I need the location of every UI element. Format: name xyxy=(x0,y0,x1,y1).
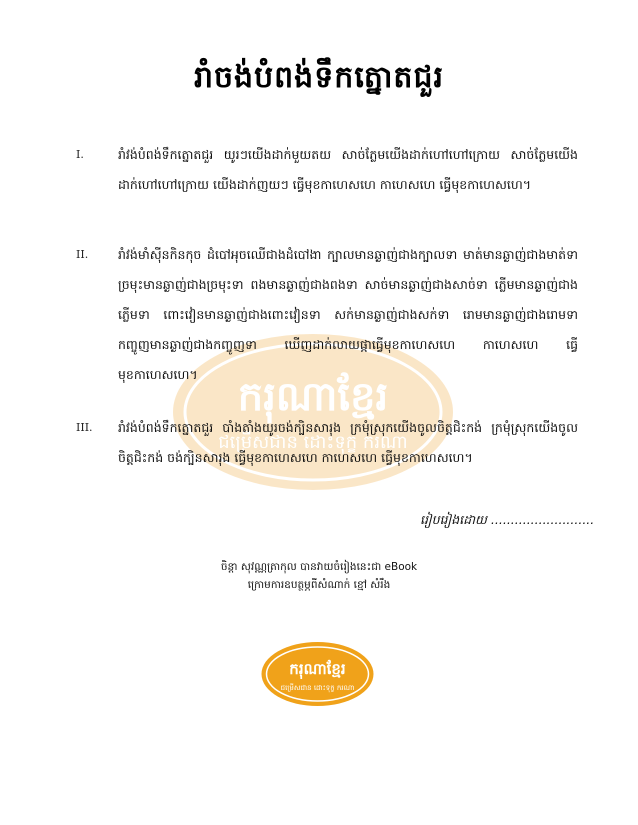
logo-subtitle: ជម្រើសជាន ដោះទុក្ខ ករណា xyxy=(280,684,355,692)
item-text: រាំវង់បំពង់ទឹកត្នោតជួរ បាំងតាំងយូរចង់ក្បិនសារុង ក្រមុំស្រុកយើងចូលចិត្តជិះកង់ ក្រមុំស្រុកយើងចូលចិត្តជិះកង់ ចង់ក្បិនសារុង ធ្វើមុខកាហេសហេ កាហេសហេ ធ្វើមុខកាហេសហេ។ xyxy=(118,420,578,465)
item-text: រាំវង់មាំស៊ីនកិនកុច ដំបៅអុចឈើជាងដំបៅងា ក្បាលមានឆ្ងាញ់ជាងក្បាលទា មាត់មានឆ្ងាញ់ជាងមាត់ទា ច្រមុះមានឆ្ងាញ់ជាងច្រមុះទា ពងមានឆ្ងាញ់ជាងពងទា សាច់មានឆ្ងាញ់ជាងសាច់ទា ភ្លើមមានឆ្ងាញ់ជាងភ្លើមទា ពោះវៀនមានឆ្ងាញ់ជាងពោះវៀនទា សក់មានឆ្ងាញ់ជាងសក់ទា រោមមានឆ្ងាញ់ជាងរោមទា កញ្ចូញមានឆ្ងាញ់ជាងកញ្ចូញទា ឃើញដាក់លាយផ្កាធ្វើមុខកាហេសហេ កាហេសហេ ធ្វើមុខកាហេសហេ។ xyxy=(118,247,578,382)
item-number: I. xyxy=(76,148,84,161)
watermark-subtitle: ជម្រើសជាន ដោះទុក្ខ ករណា xyxy=(218,432,408,453)
credits xyxy=(0,558,638,594)
credit-line: ចិន្តា សុវណ្ណត្រាកុល បានវាយចំរៀងនេះជា eBook xyxy=(220,561,418,573)
karuna-khmer-logo xyxy=(260,640,375,708)
item-number: III. xyxy=(76,421,93,434)
item-text: រាំវង់បំពង់ទឹកត្នោតជួរ យូរៗយើងដាក់មួយតយ សាច់ភ្លែមយើងដាក់ហៅហៅក្រោយ សាច់ភ្លែមយើងដាក់ហៅហៅក្រោយ យើងដាក់ញយៗ ធ្វើមុខកាហេសហេ កាហេសហេ ធ្វើមុខកាហេសហេ។ xyxy=(118,147,578,192)
logo-title: ករុណាខ្មែរ xyxy=(289,660,346,678)
signoff: រៀបរៀងដោយ .......................... xyxy=(420,512,595,527)
item-number: II. xyxy=(76,248,89,261)
credit-line: ក្រោមការឧបត្ថម្ភពីសំណាក់ ខ្មៅ សំរឹង xyxy=(247,579,391,591)
watermark-title: ករុណាខ្មែរ xyxy=(237,373,389,420)
document-title: រាំចង់បំពង់ទឹកត្នោតជួរ xyxy=(193,60,445,95)
